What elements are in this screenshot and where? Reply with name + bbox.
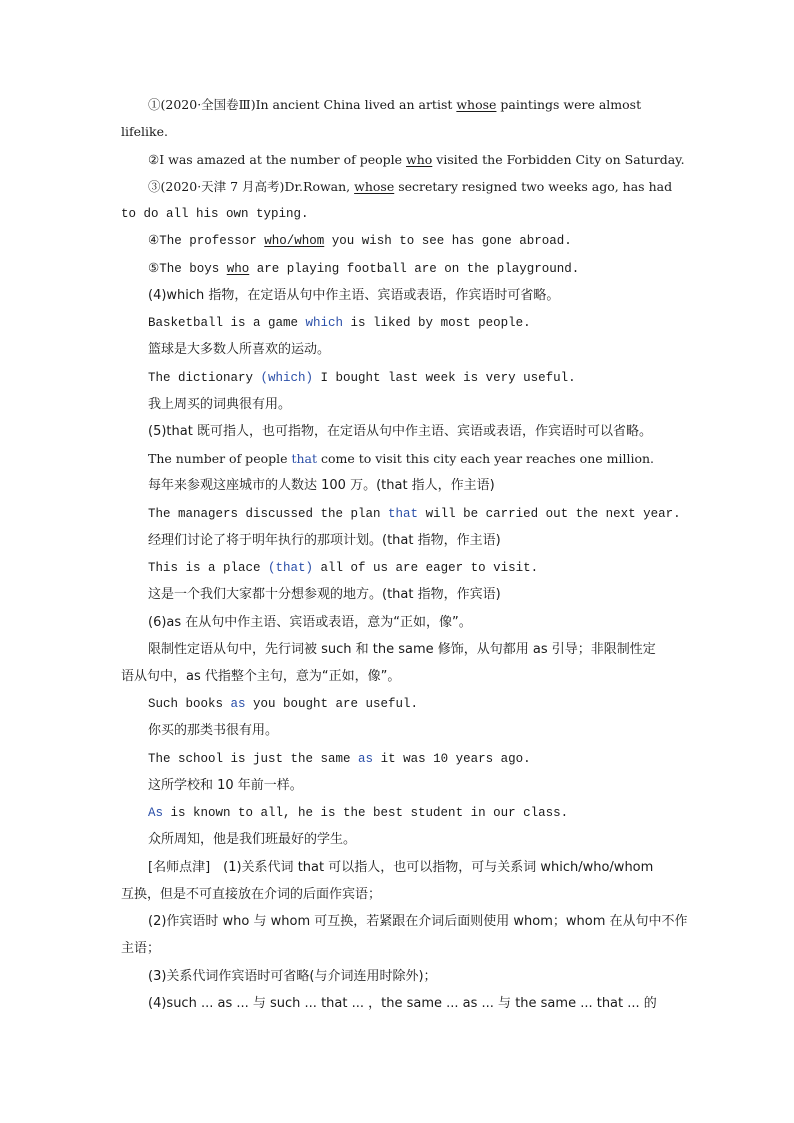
keyword: As [148,806,164,820]
keyword: as [358,752,374,766]
example-sentence-3: ③(2020·天津 7 月高考)Dr.Rowan, whose secretary resigned two weeks ago, has had [148,179,673,194]
keyword: that [388,507,419,521]
which-example2-en: The dictionary (which) I bought last week is very useful. [148,371,576,385]
that-example3-en: This is a place (that) all of us are eager to visit. [148,561,539,575]
that-example-cn: 每年来参观这座城市的人数达 100 万。(that 指人，作主语) [148,478,495,493]
rule-as-detail: 限制性定语从句中，先行词被 such 和 the same 修饰，从句都用 as 引导；非限制性定 [148,642,656,657]
teacher-tip-1-cont: 互换，但是不可直接放在介词的后面作宾语； [121,887,382,902]
underlined-relative-word: whose [354,179,395,194]
which-example-cn: 篮球是大多数人所喜欢的运动。 [148,342,331,357]
underlined-relative-word: whose [456,97,497,112]
example-sentence-5: ⑤The boys who are playing football are on the playground. [148,262,580,276]
example-sentence-1: ①(2020·全国卷Ⅲ)In ancient China lived an artist whose paintings were almost [148,97,642,112]
keyword: as [230,697,246,711]
that-example2-cn: 经理们讨论了将于明年执行的那项计划。(that 指物，作主语) [148,533,501,548]
example-sentence-4: ④The professor who/whom you wish to see has gone abroad. [148,234,572,248]
keyword: (that) [268,561,314,575]
that-example-en: The number of people that come to visit this city each year reaches one million. [148,451,655,466]
as-example3-en: As is known to all, he is the best student in our class. [148,806,569,820]
teacher-tip-2-cont: 主语； [121,941,161,956]
underlined-relative-word: who [226,262,250,276]
as-example-cn: 你买的那类书很有用。 [148,723,279,738]
underlined-relative-word: who [406,152,433,167]
rule-as-detail-cont: 语从句中，as 代指整个主句，意为“正如，像”。 [121,669,401,684]
as-example2-en: The school is just the same as it was 10 years ago. [148,752,531,766]
teacher-tip-1: [名师点津] (1)关系代词 that 可以指人，也可以指物，可与关系词 which/who/whom [148,860,654,875]
which-example-en: Basketball is a game which is liked by most people. [148,316,531,330]
rule-as: (6)as 在从句中作主语、宾语或表语，意为“正如，像”。 [148,615,472,630]
which-example2-cn: 我上周买的词典很有用。 [148,397,292,412]
example-sentence-3-cont: to do all his own typing. [121,207,309,221]
as-example-en: Such books as you bought are useful. [148,697,419,711]
example-sentence-2: ②I was amazed at the number of people who visited the Forbidden City on Saturday. [148,152,685,167]
teacher-tip-2: (2)作宾语时 who 与 whom 可互换，若紧跟在介词后面则使用 whom；whom 在从句中不作 [148,914,688,929]
teacher-tip-3: (3)关系代词作宾语时可省略(与介词连用时除外)； [148,969,437,984]
keyword: that [291,451,318,466]
teacher-tip-4: (4)such ... as ... 与 such ... that ... ，the same ... as ... 与 the same ... that ... 的 [148,996,657,1011]
underlined-relative-word: who/whom [264,234,325,248]
example-sentence-1-cont: lifelike. [121,124,168,139]
as-example2-cn: 这所学校和 10 年前一样。 [148,778,303,793]
as-example3-cn: 众所周知，他是我们班最好的学生。 [148,832,357,847]
keyword: (which) [260,371,314,385]
keyword: which [305,316,344,330]
that-example3-cn: 这是一个我们大家都十分想参观的地方。(that 指物，作宾语) [148,587,501,602]
rule-that: (5)that 既可指人，也可指物，在定语从句中作主语、宾语或表语，作宾语时可以省略。 [148,424,652,439]
rule-which: (4)which 指物，在定语从句中作主语、宾语或表语，作宾语时可省略。 [148,288,560,303]
that-example2-en: The managers discussed the plan that will be carried out the next year. [148,507,681,521]
